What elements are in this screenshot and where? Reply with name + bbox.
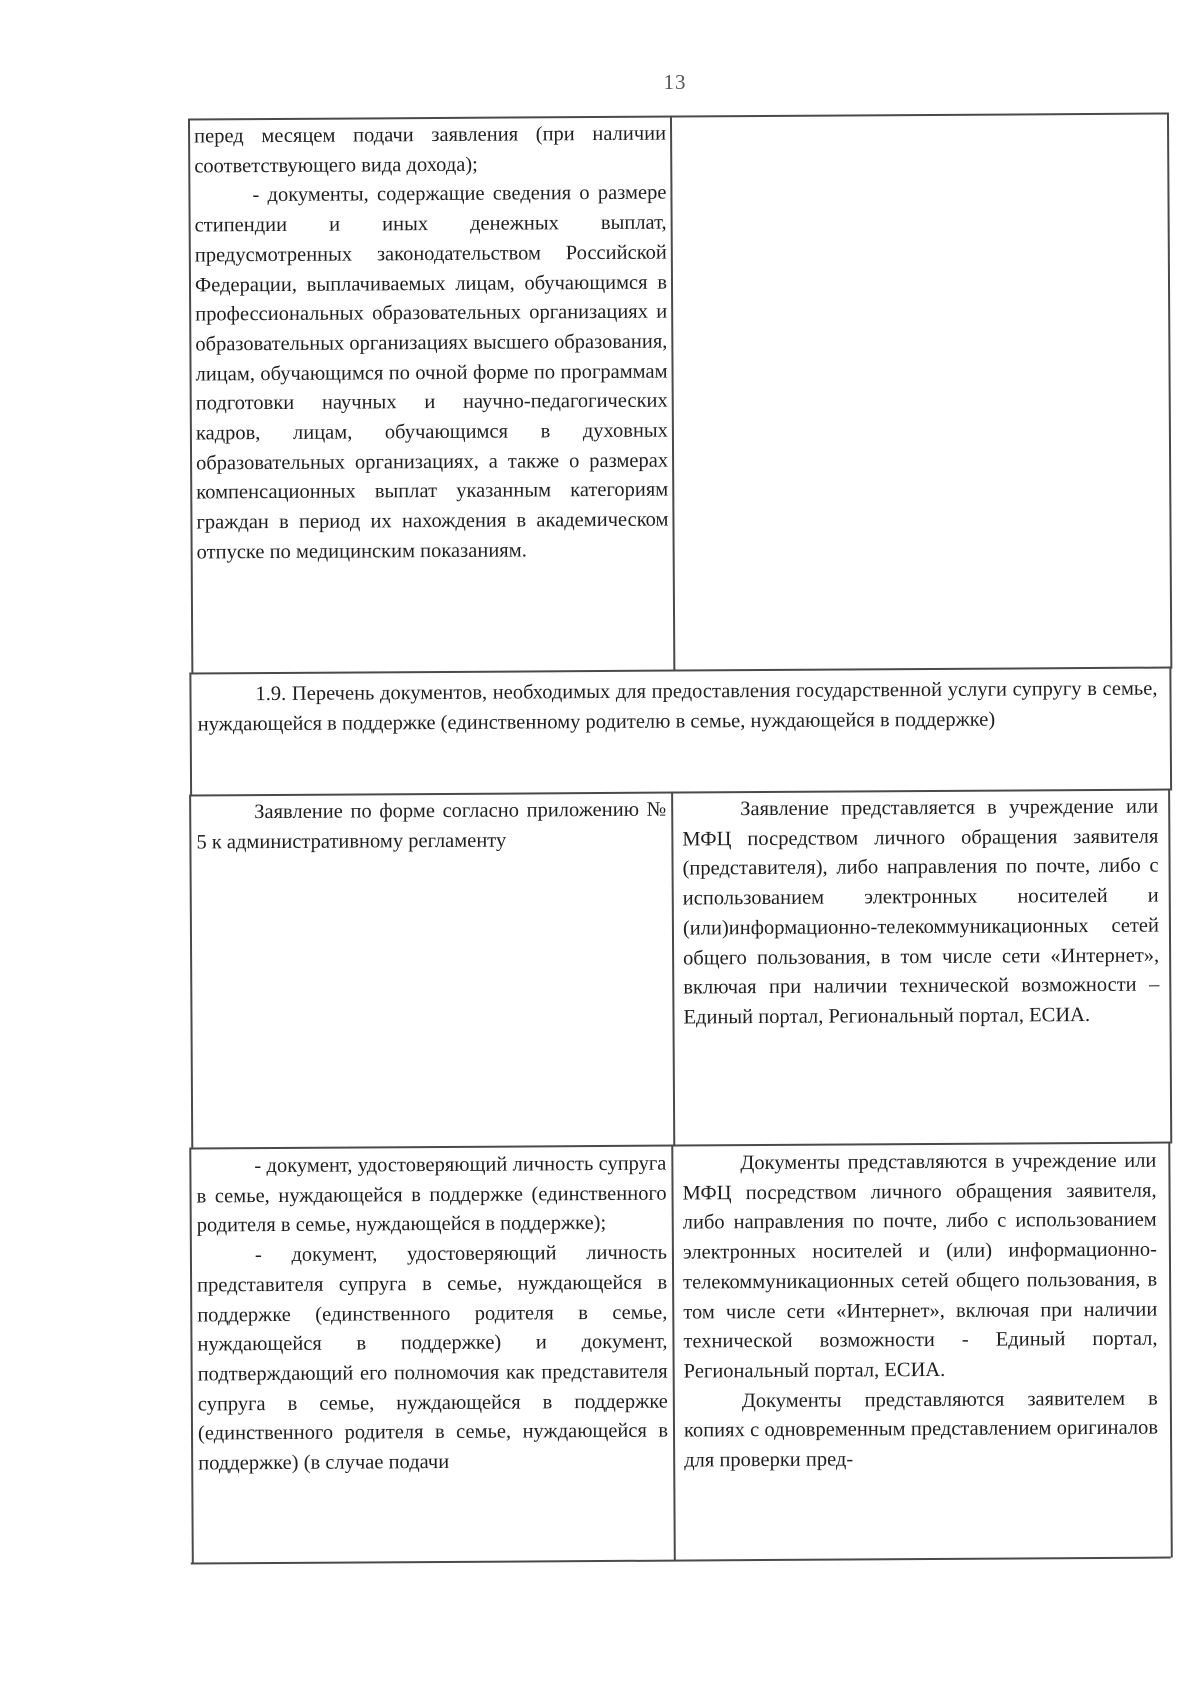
section-heading: 1.9. Перечень документов, необходимых для предоставления государственной услуги супругу в семье, нуждающейся в поддержке (единственному родителю в семье, нуждающейся в поддержке) — [197, 677, 1158, 736]
cell-paragraph: перед месяцем подачи заявления (при наличии соответствующего вида дохода); — [194, 122, 667, 178]
table-rule — [1168, 1142, 1172, 1558]
table-rule — [1168, 789, 1172, 1144]
cell-paragraph: Документы представляются заявителем в копиях с одновременным представлением оригиналов для проверки пред- — [683, 1387, 1159, 1472]
cell-paragraph: - документы, содержащие сведения о размере стипендии и иных денежных выплат, предусмотренных законодательством Российской Федерации, выплачиваемых лицам, обучающимся в профессиональных образовательных организациях и образовательных организациях высшего образования, лицам, обучающимся по очной форме по программам подготовки научных и научно-педагогических кадров, лицам, обучающимся в духовных образовательных организациях, а также о размерах компенсационных выплат указанным категориям граждан в период их нахождения в академическом отпуске по медицинским показаниям. — [194, 182, 669, 564]
page-number: 13 — [663, 70, 687, 94]
table-cell-income-documents — [190, 118, 673, 666]
table-rule — [191, 1557, 1171, 1564]
cell-paragraph: Заявление представляется в учреждение или МФЦ посредством личного обращения заявителя (представителя), либо направления по почте, либо с использованием электронных носителей и (или)информационно-телекоммуникационных сетей общего пользования, в том числе сети «Интернет», включая при наличии технической возможности – Единый портал, Региональный портал, ЕСИА. — [682, 795, 1160, 1029]
table-cell-identity-documents — [190, 1150, 672, 1553]
table-cell-application-submission — [676, 793, 1164, 1136]
cell-paragraph: - документ, удостоверяющий личность представителя супруга в семье, нуждающейся в поддержке (единственного родителя в семье, нуждающейся в поддержке) и документ, подтверждающий его полномочия как представителя супруга в семье, нуждающейся в поддержке (единственного родителя в семье, нуждающейся в поддержке) (в случае подачи — [197, 1241, 669, 1475]
table-rule — [1169, 667, 1171, 791]
table-cell-empty — [672, 115, 1170, 663]
cell-paragraph: Документы представляются в учреждение или МФЦ посредством личного обращения заявителя, либо направления по почте, либо с использованием электронных носителей и (или) информационно-телекоммуникационных сетей общего пользования, в том числе сети «Интернет», включая при наличии технической возможности - Единый портал, Региональный портал, ЕСИА. — [682, 1149, 1158, 1383]
table-rule — [189, 667, 1171, 674]
cell-paragraph: Заявление по форме согласно приложению № 5 к административному регламенту — [196, 798, 667, 854]
table-cell-application — [190, 796, 672, 1139]
cell-paragraph: - документ, удостоверяющий личность супруга в семье, нуждающейся в поддержке (единственного родителя в семье, нуждающейся в поддержке); — [196, 1152, 667, 1237]
section-heading-cell — [191, 675, 1164, 791]
table-cell-documents-submission — [676, 1147, 1162, 1550]
